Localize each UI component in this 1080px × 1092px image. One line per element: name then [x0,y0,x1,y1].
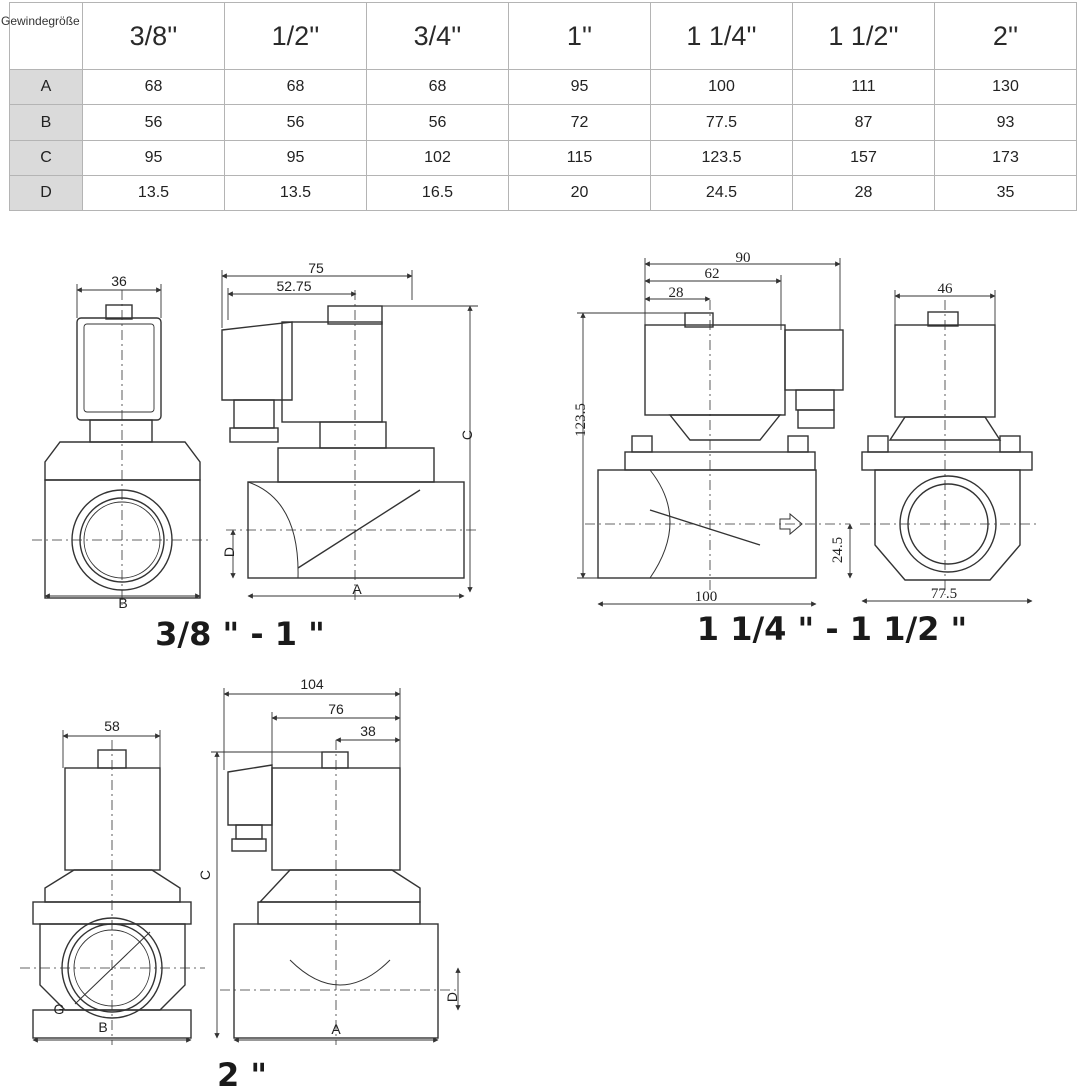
small-label-b: B [118,595,128,611]
table-cell: 68 [83,70,225,105]
table-cell: 157 [793,140,935,175]
small-dim-36-line [45,284,200,596]
header-cell: 1'' [509,3,651,70]
mid-dim-28: 28 [668,285,684,301]
header-cell: 3/4'' [367,3,509,70]
large-caption: 2 " [216,1056,268,1092]
mid-valve-front-view [860,300,1040,595]
mid-caption: 1 1/4 " - 1 1/2 " [696,610,968,648]
row-label: B [10,105,83,140]
small-front-width-label: 36 [111,273,127,289]
small-label-c: C [459,429,475,441]
table-cell: 173 [935,140,1077,175]
small-valve-front-view [32,290,212,605]
row-label: A [10,70,83,105]
small-label-a: A [352,581,362,597]
table-cell: 111 [793,70,935,105]
table-cell: 93 [935,105,1077,140]
mid-valve-side-view [585,300,850,590]
mid-front-top: 46 [937,281,953,297]
large-label-b: B [98,1019,108,1035]
mid-dim-a: 100 [694,589,718,605]
table-cell: 13.5 [83,175,225,210]
small-side-total-label: 75 [308,260,324,276]
table-cell: 95 [83,140,225,175]
large-label-c: C [197,869,213,881]
large-dim-104: 104 [300,676,324,692]
table-cell: 68 [225,70,367,105]
header-cell: 1 1/4'' [651,3,793,70]
mid-front-bottom: 77.5 [930,586,958,602]
table-cell: 56 [225,105,367,140]
table-cell: 102 [367,140,509,175]
table-cell: 95 [225,140,367,175]
mid-dim-d: 24.5 [830,536,846,564]
table-cell: 13.5 [225,175,367,210]
table-cell: 56 [367,105,509,140]
large-valve-side-view [220,740,460,1045]
table-cell: 130 [935,70,1077,105]
large-label-g: G [53,1001,65,1017]
table-cell: 68 [367,70,509,105]
large-label-d: D [444,991,460,1003]
table-cell: 77.5 [651,105,793,140]
small-side-dim-lines [222,270,478,596]
large-dim-76: 76 [328,701,344,717]
table-cell: 87 [793,105,935,140]
small-side-coil-label: 52.75 [276,278,312,294]
small-caption: 3/8 " - 1 " [155,615,325,653]
table-cell: 115 [509,140,651,175]
table-cell: 20 [509,175,651,210]
large-valve-front-view [20,740,205,1045]
table-cell: 28 [793,175,935,210]
mid-side-dim-lines [577,258,850,604]
small-label-d: D [221,546,237,558]
large-dim-38: 38 [360,723,376,739]
large-front-width-label: 58 [104,718,120,734]
table-cell: 100 [651,70,793,105]
mid-dim-height: 123.5 [573,403,589,437]
mid-dim-62: 62 [704,266,720,282]
table-cell: 24.5 [651,175,793,210]
row-label: C [10,140,83,175]
large-side-dim-lines [211,688,458,1040]
table-cell: 56 [83,105,225,140]
table-cell: 16.5 [367,175,509,210]
row-label: D [10,175,83,210]
small-valve-side-view [222,290,478,600]
thread-size-label: Gewindegröße [1,14,80,28]
table-cell: 123.5 [651,140,793,175]
header-cell: 1 1/2'' [793,3,935,70]
mid-dim-90: 90 [735,250,751,266]
header-cell: 1/2'' [225,3,367,70]
table-cell: 72 [509,105,651,140]
header-cell: 3/8'' [83,3,225,70]
table-cell: 35 [935,175,1077,210]
table-cell: 95 [509,70,651,105]
header-cell: 2'' [935,3,1077,70]
large-label-a: A [331,1021,341,1037]
